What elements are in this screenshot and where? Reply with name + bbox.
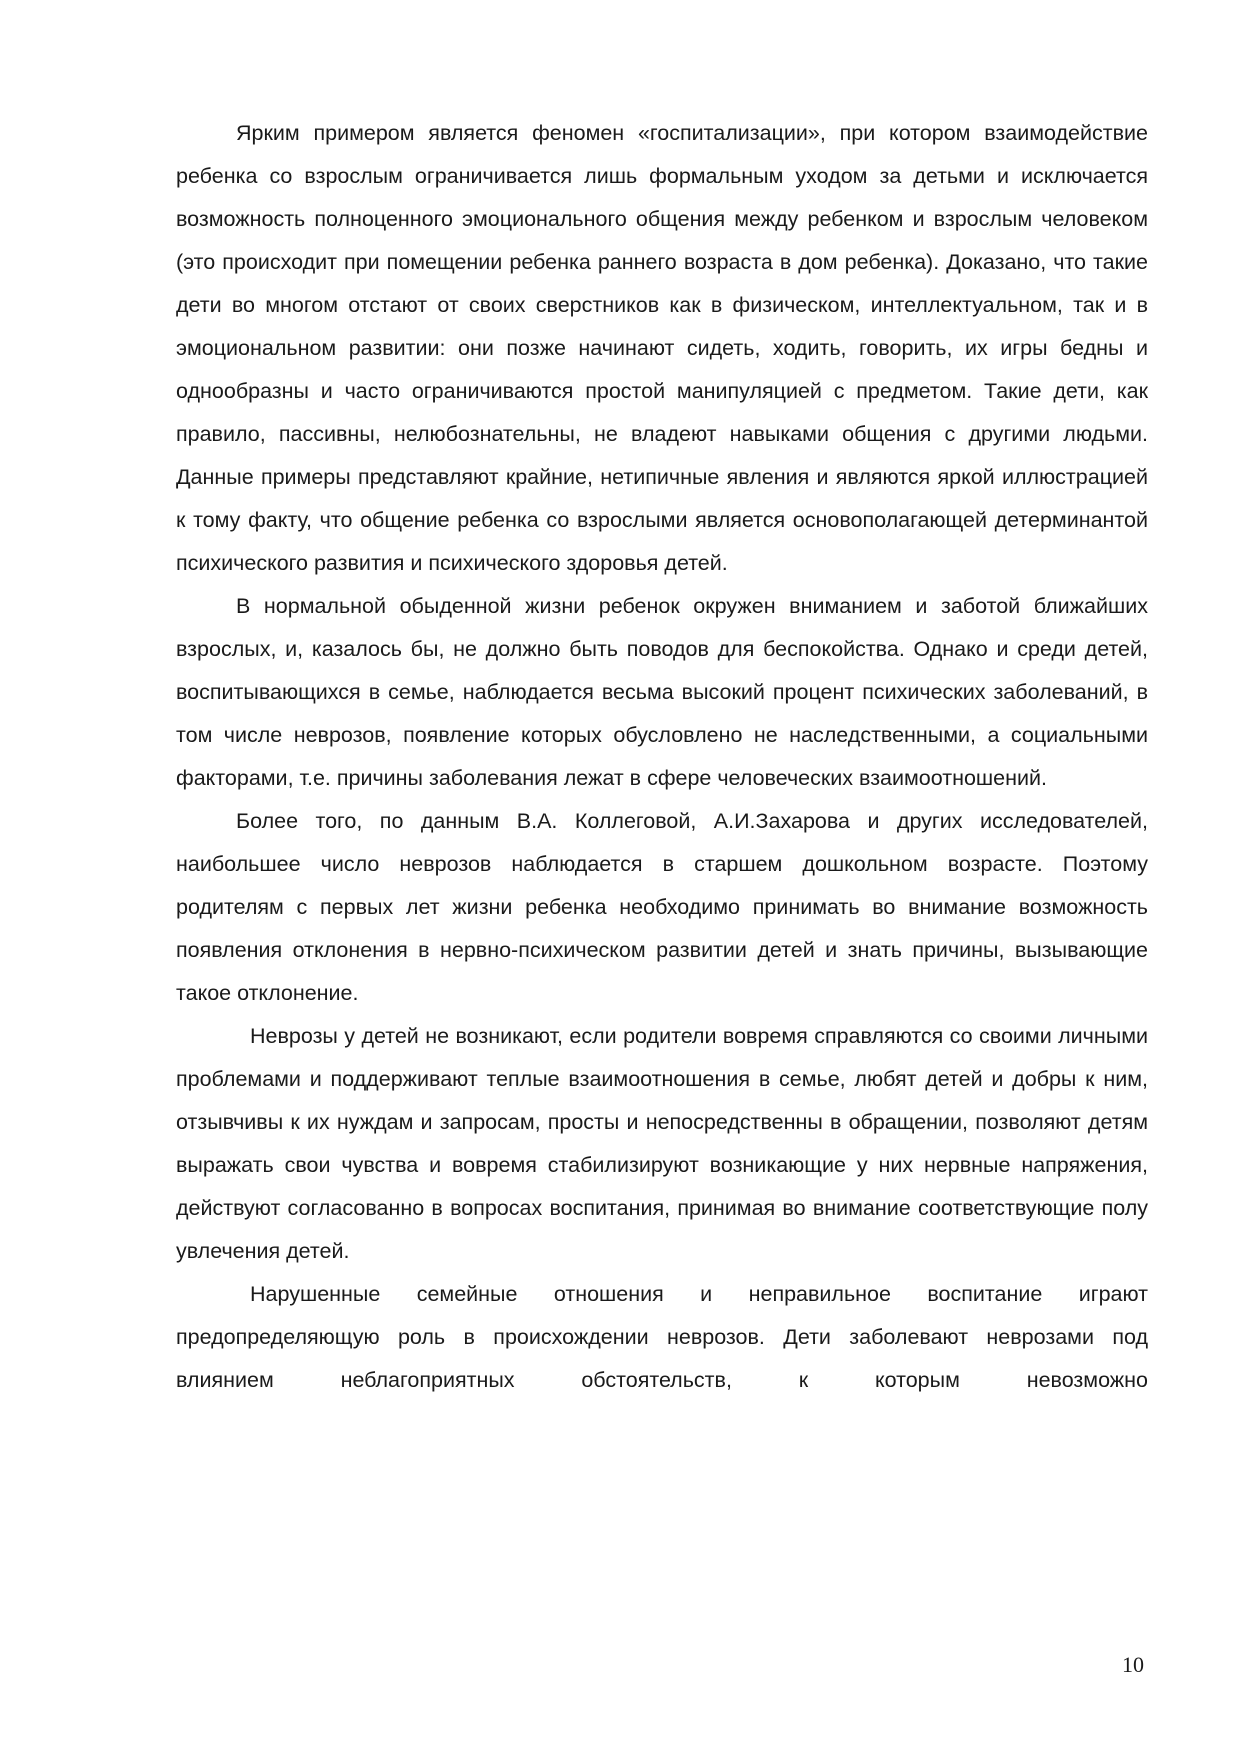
body-text: [176, 112, 1148, 1402]
paragraph-prevention: Неврозы у детей не возникают, если родители вовремя справляются со своими личными проблемами и поддерживают теплые взаимоотношения в семье, любят детей и добры к ним, отзывчивы к их нуждам и запросам, просты и непосредственны в обращении, позволяют детям выражать свои чувства и вовремя стабилизируют возникающие у них нервные напряжения, действуют согласованно в вопросах воспитания, принимая во внимание соответствующие полу увлечения детей.: [176, 1024, 1148, 1263]
paragraph-neurosis-age: Более того, по данным В.А. Коллеговой, А.И.Захарова и других исследователей, наибольшее число неврозов наблюдается в старшем дошкольном возрасте. Поэтому родителям с первых лет жизни ребенка необходимо принимать во внимание возможность появления отклонения в нервно-психическом развитии детей и знать причины, вызывающие такое отклонение.: [176, 809, 1148, 1005]
paragraph-family-relations: Нарушенные семейные отношения и неправильное воспитание играют предопределяющую роль в происхождении неврозов. Дети заболевают неврозами под влиянием неблагоприятных обстоятельств, к которым невозможно: [176, 1282, 1148, 1392]
page-number: 10: [1122, 1652, 1144, 1677]
paragraph-family-environment: В нормальной обыденной жизни ребенок окружен вниманием и заботой ближайших взрослых, и, казалось бы, не должно быть поводов для беспокойства. Однако и среди детей, воспитывающихся в семье, наблюдается весьма высокий процент психических заболеваний, в том числе неврозов, появление которых обусловлено не наследственными, а социальными факторами, т.е. причины заболевания лежат в сфере человеческих взаимоотношений.: [176, 594, 1148, 790]
paragraph-hospitalism: Ярким примером является феномен «госпитализации», при котором взаимодействие ребенка со взрослым ограничивается лишь формальным уходом за детьми и исключается возможность полноценного эмоционального общения между ребенком и взрослым человеком (это происходит при помещении ребенка раннего возраста в дом ребенка). Доказано, что такие дети во многом отстают от своих сверстников как в физическом, интеллектуальном, так и в эмоциональном развитии: они позже начинают сидеть, ходить, говорить, их игры бедны и однообразны и часто ограничиваются простой манипуляцией с предметом. Такие дети, как правило, пассивны, нелюбознательны, не владеют навыками общения с другими людьми. Данные примеры представляют крайние, нетипичные явления и являются яркой иллюстрацией к тому факту, что общение ребенка со взрослыми является основополагающей детерминантой психического развития и психического здоровья детей.: [176, 121, 1148, 575]
